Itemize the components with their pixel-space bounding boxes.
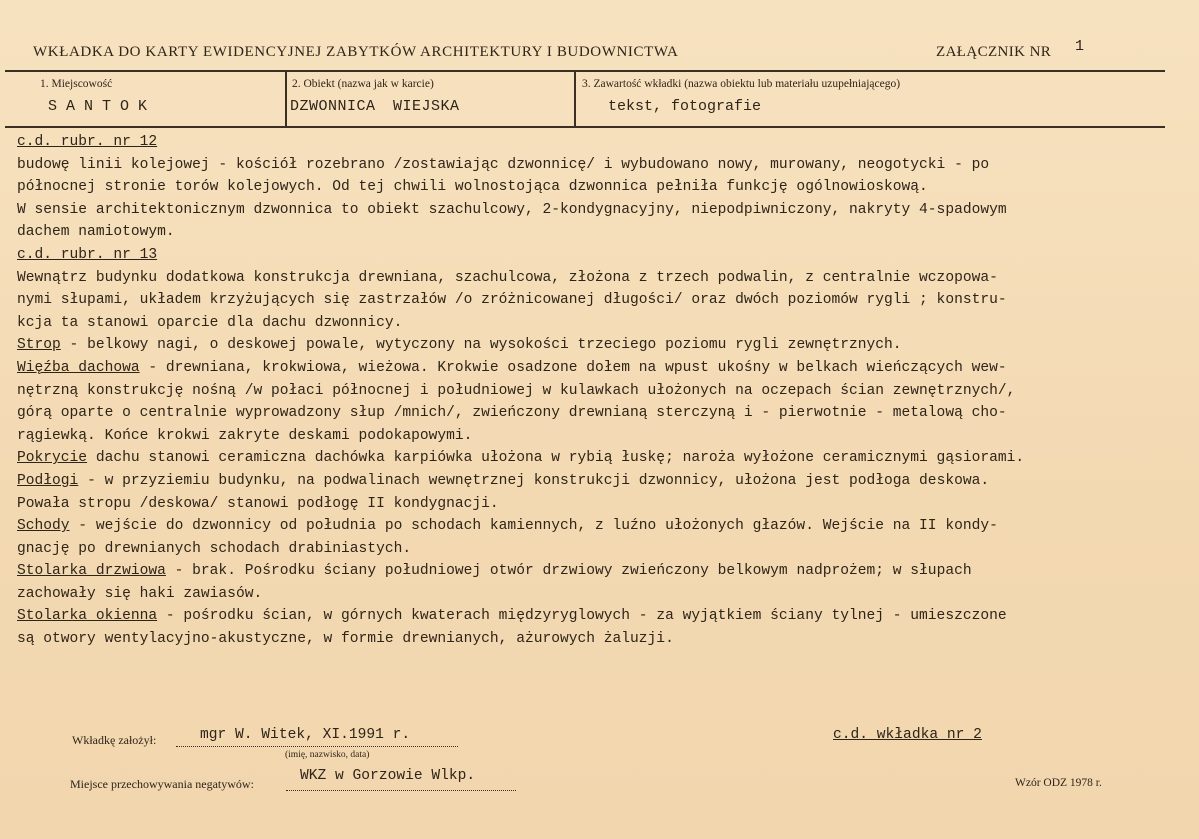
field-3-value: tekst, fotografie: [608, 98, 762, 115]
text-line: [17, 199, 1197, 222]
text-line: [17, 334, 1197, 357]
text-segment: nętrzną konstrukcję nośną /w połaci północnej i południowej w kulawkach ułożonych na oczepach ścian zewnętrznych/,: [17, 382, 1016, 399]
field-1-value: SANTOK: [48, 98, 157, 115]
text-line: [17, 154, 1197, 177]
author-value: mgr W. Witek, XI.1991 r.: [200, 727, 411, 743]
field-2-label: 2. Obiekt (nazwa jak w karcie): [292, 78, 434, 90]
text-segment: rągiewką. Końce krokwi zakryte deskami podokapowymi.: [17, 427, 473, 444]
header-top-rule: [5, 70, 1165, 72]
negatives-label: Miejsce przechowywania negatywów:: [70, 777, 254, 791]
text-line: [17, 221, 1197, 244]
text-segment: Wewnątrz budynku dodatkowa konstrukcja drewniana, szachulcowa, złożona z trzech podwalin, z centralnie wczopowa-: [17, 269, 998, 286]
section-heading: Schody: [17, 518, 70, 535]
text-segment: W sensie architektonicznym dzwonnica to obiekt szachulcowy, 2-kondygnacyjny, niepodpiwniczony, nakryty 4-spadowym: [17, 201, 1007, 218]
field-3-label: 3. Zawartość wkładki (nazwa obiektu lub materiału uzupełniającego): [582, 78, 901, 90]
text-segment: nymi słupami, układem krzyżujących się zastrzałów /o zróżnicowanej długości/ oraz dwóch poziomów rygli ; konstru-: [17, 292, 1007, 309]
form-id: Wzór ODZ 1978 r.: [1015, 777, 1102, 789]
text-line: [17, 515, 1197, 538]
section-heading: Więźba dachowa: [17, 359, 140, 376]
section-heading: Strop: [17, 337, 61, 354]
text-line: [17, 628, 1197, 651]
section-heading: Podłogi: [17, 472, 79, 489]
text-line: [17, 470, 1197, 493]
text-segment: górą oparte o centralnie wyprowadzony słup /mnich/, zwieńczony drewnianą sterczyną i - pierwotnie - metalową cho-: [17, 405, 1007, 422]
text-segment: - drewniana, krokwiowa, wieżowa. Krokwie osadzone dołem na wpust ukośny w belkach wieńczących wew-: [139, 359, 1007, 376]
form-title: WKŁADKA DO KARTY EWIDENCYJNEJ ZABYTKÓW ARCHITEKTURY I BUDOWNICTWA: [33, 44, 679, 60]
text-line: [17, 380, 1197, 403]
text-segment: - pośrodku ścian, w górnych kwaterach międzyryglowych - za wyjątkiem ściany tylnej - umieszczone: [157, 608, 1007, 625]
annex-label: ZAŁĄCZNIK NR: [936, 44, 1052, 60]
text-line: [17, 131, 1197, 154]
continuation-note: c.d. wkładka nr 2: [833, 727, 982, 743]
field-1-label: 1. Miejscowość: [40, 78, 113, 90]
field-2-value: DZWONNICA WIEJSKA: [290, 98, 460, 115]
section-heading: Stolarka drzwiowa: [17, 563, 166, 580]
text-segment: Powała stropu /deskowa/ stanowi podłogę II kondygnacji.: [17, 495, 499, 512]
text-line: [17, 605, 1197, 628]
annex-number: 1: [1075, 38, 1085, 55]
text-line: [17, 176, 1197, 199]
text-segment: północnej stronie torów kolejowych. Od tej chwili wolnostojąca dzwonnica pełniła funkcję ogólnowioskową.: [17, 179, 928, 196]
text-segment: dachem namiotowym.: [17, 224, 175, 241]
author-label: Wkładkę założył:: [72, 733, 157, 747]
section-heading: c.d. rubr. nr 13: [17, 246, 158, 263]
text-segment: są otwory wentylacyjno-akustyczne, w formie drewnianych, ażurowych żaluzji.: [17, 631, 674, 648]
field-divider-1: [285, 71, 287, 127]
text-segment: - w przyziemiu budynku, na podwalinach wewnętrznej konstrukcji dzwonnicy, ułożona jest podłoga deskowa.: [78, 472, 990, 489]
text-line: [17, 538, 1197, 561]
text-segment: zachowały się haki zawiasów.: [17, 585, 263, 602]
text-line: [17, 289, 1197, 312]
text-line: [17, 583, 1197, 606]
author-hint: (imię, nazwisko, data): [285, 750, 370, 760]
text-line: [17, 447, 1197, 470]
text-segment: gnację po drewnianych schodach drabiniastych.: [17, 540, 412, 557]
text-line: [17, 357, 1197, 380]
text-line: [17, 312, 1197, 335]
fields-bottom-rule: [5, 126, 1165, 128]
text-line: [17, 244, 1197, 267]
text-segment: - brak. Pośrodku ściany południowej otwór drzwiowy zwieńczony belkowym nadprożem; w słupach: [165, 563, 972, 580]
text-line: [17, 402, 1197, 425]
author-dotted-line: [176, 746, 458, 747]
text-segment: kcja ta stanowi oparcie dla dachu dzwonnicy.: [17, 314, 403, 331]
negatives-dotted-line: [286, 790, 516, 791]
text-segment: budowę linii kolejowej - kościół rozebrano /zostawiając dzwonnicę/ i wybudowano nowy, murowany, neogotycki - po: [17, 156, 990, 173]
text-line: [17, 493, 1197, 516]
text-segment: - belkowy nagi, o deskowej powale, wytyczony na wysokości trzeciego poziomu rygli zewnętrznych.: [60, 337, 902, 354]
negatives-value: WKZ w Gorzowie Wlkp.: [300, 768, 476, 784]
section-heading: c.d. rubr. nr 12: [17, 134, 158, 150]
text-segment: - wejście do dzwonnicy od południa po schodach kamiennych, z luźno ułożonych głazów. Wejście na II kondy-: [69, 518, 998, 535]
text-line: [17, 267, 1197, 290]
text-line: [17, 560, 1197, 583]
typed-description: [17, 131, 1197, 651]
field-divider-2: [574, 71, 576, 127]
text-line: [17, 425, 1197, 448]
section-heading: Pokrycie: [17, 450, 88, 467]
text-segment: dachu stanowi ceramiczna dachówka karpiówka ułożona w rybią łuskę; naroża wyłożone ceramicznymi gąsiorami.: [87, 450, 1025, 467]
section-heading: Stolarka okienna: [17, 608, 158, 625]
